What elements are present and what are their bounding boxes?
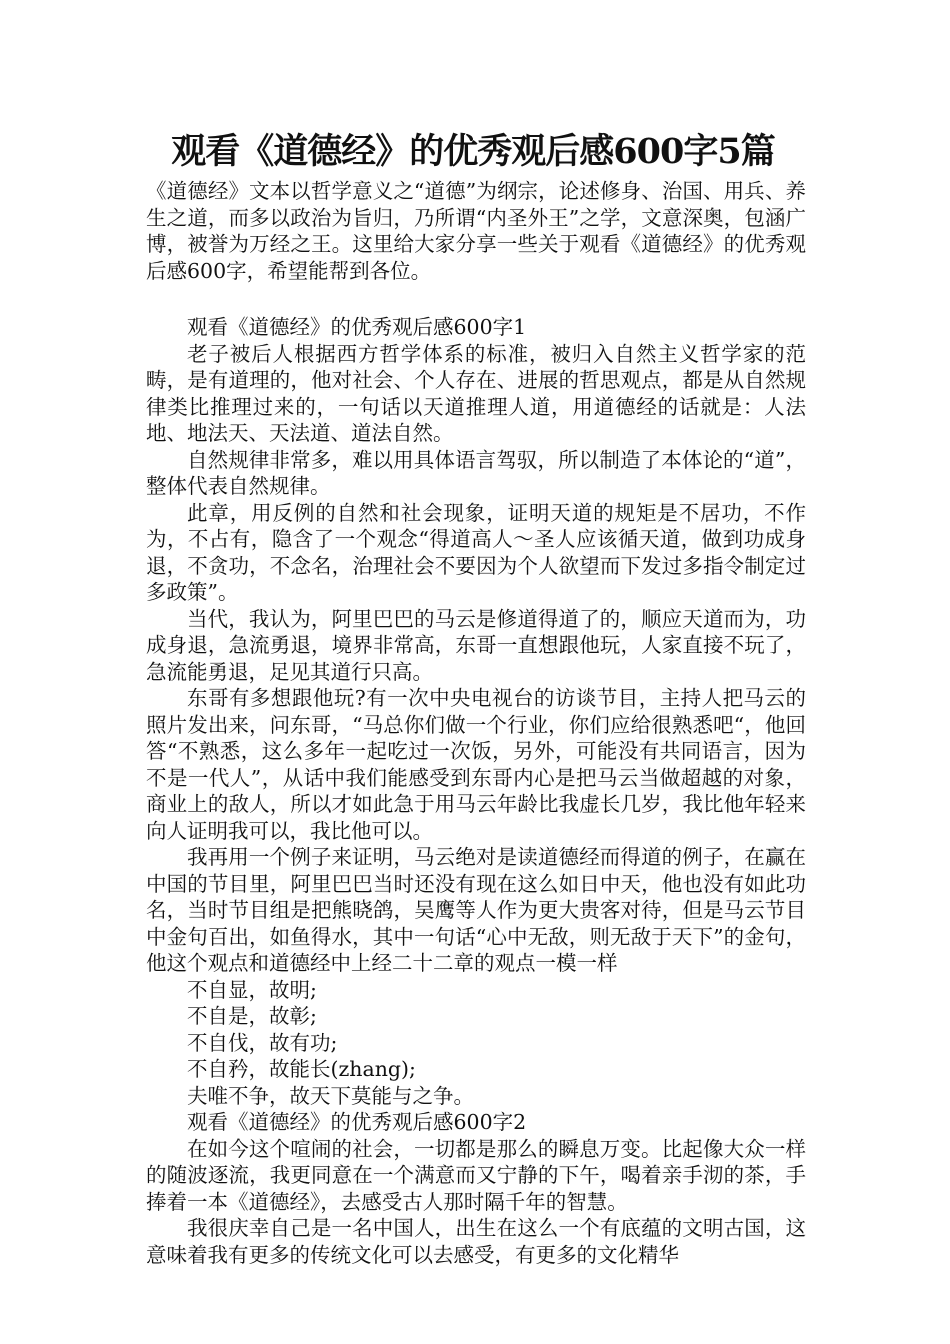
- body-paragraph: 当代，我认为，阿里巴巴的马云是修道得道了的，顺应天道而为，功成身退，急流勇退，境界非常高，东哥一直想跟他玩，人家直接不玩了，急流能勇退，足见其道行只高。: [146, 606, 806, 684]
- section-heading-2: 观看《道德经》的优秀观后感600字2: [187, 1110, 527, 1134]
- document-page: [146, 128, 806, 1268]
- body-paragraph: 我再用一个例子来证明，马云绝对是读道德经而得道的例子，在赢在中国的节目里，阿里巴巴当时还没有现在这么如日中天，他也没有如此功名，当时节目组是把熊晓鸽，吴鹰等人作为更大贵客对待，但是马云节目中金句百出，如鱼得水，其中一句话“心中无敌，则无敌于天下”的金句，他这个观点和道德经中上经二十二章的观点一模一样: [146, 845, 806, 975]
- body-paragraph: 自然规律非常多，难以用具体语言驾驭，所以制造了本体论的“道”，整体代表自然规律。: [146, 447, 806, 498]
- body-paragraph: 东哥有多想跟他玩?有一次中央电视台的访谈节目，主持人把马云的照片发出来，问东哥，“马总你们做一个行业，你们应给很熟悉吧“，他回答“不熟悉，这么多年一起吃过一次饭，另外，可能没有共同语言，因为不是一代人”，从话中我们能感受到东哥内心是把马云当做超越的对象，商业上的敌人，所以才如此急于用马云年龄比我虚长几岁，我比他年轻来向人证明我可以，我比他可以。: [146, 686, 806, 843]
- quote-line: 不自显，故明;: [187, 977, 317, 1002]
- quote-line: 夫唯不争，故天下莫能与之争。: [187, 1083, 474, 1108]
- quote-line: 不自伐，故有功;: [187, 1030, 338, 1055]
- quote-line: 不自是，故彰;: [187, 1004, 317, 1028]
- body-paragraph: 老子被后人根据西方哲学体系的标准，被归入自然主义哲学家的范畴，是有道理的，他对社会、个人存在、进展的哲思观点，都是从自然规律类比推理过来的，一句话以天道推理人道，用道德经的话就是：人法地、地法天、天法道、道法自然。: [146, 341, 806, 445]
- body-paragraph: 在如今这个喧闹的社会，一切都是那么的瞬息万变。比起像大众一样的随波逐流，我更同意在一个满意而又宁静的下午，喝着亲手沏的茶，手捧着一本《道德经》，去感受古人那时隔千年的智慧。: [146, 1136, 806, 1214]
- body-paragraph: 我很庆幸自己是一名中国人，出生在这么一个有底蕴的文明古国，这意味着我有更多的传统文化可以去感受，有更多的文化精华: [146, 1216, 806, 1267]
- quote-line: 不自矜，故能长(zhang);: [187, 1057, 416, 1081]
- document-title: 观看《道德经》的优秀观后感600字5篇: [171, 131, 775, 172]
- intro-paragraph: 《道德经》文本以哲学意义之“道德”为纲宗，论述修身、治国、用兵、养生之道，而多以政治为旨归，乃所谓“内圣外王”之学，文意深奥，包涵广博，被誉为万经之王。这里给大家分享一些关于观看《道德经》的优秀观后感600字，希望能帮到各位。: [146, 179, 806, 283]
- body-paragraph: 此章，用反例的自然和社会现象，证明天道的规矩是不居功，不作为，不占有，隐含了一个观念“得道高人～圣人应该循天道，做到功成身退，不贪功，不念名，治理社会不要因为个人欲望而下发过多指令制定过多政策”。: [146, 500, 806, 604]
- section-heading-1: 观看《道德经》的优秀观后感600字1: [187, 315, 527, 339]
- article-body: [146, 314, 806, 1268]
